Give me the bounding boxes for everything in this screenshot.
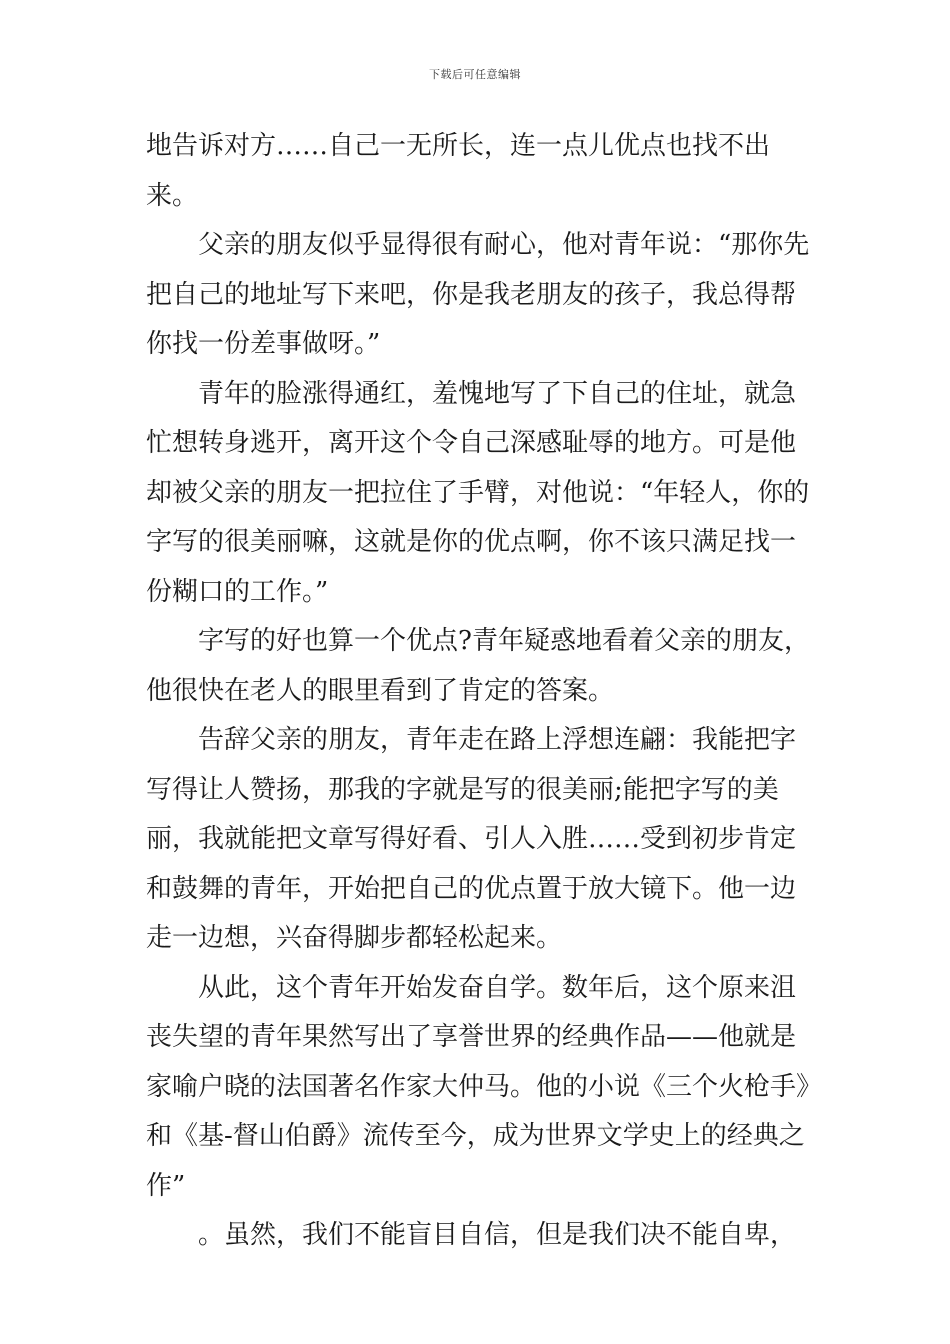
paragraph-5: 告辞父亲的朋友，青年走在路上浮想连翩：我能把字写得让人赞扬，那我的字就是写的很美丽;能把字写的美丽，我就能把文章写得好看、引人入胜……受到初步肯定和鼓舞的青年，开始把自己的优点置于放大镜下。他一边走一边想，兴奋得脚步都轻松起来。 xyxy=(146,725,797,953)
page-header: 下载后可任意编辑 xyxy=(429,68,521,81)
paragraph-6: 从此，这个青年开始发奋自学。数年后，这个原来沮丧失望的青年果然写出了享誉世界的经典作品——他就是家喻户晓的法国著名作家大仲马。他的小说《三个火枪手》和《基-督山伯爵》流传至今，成为世界文学史上的经典之作” xyxy=(146,972,810,1201)
paragraph-1: 地告诉对方……自己一无所长，连一点儿优点也找不出来。 xyxy=(146,131,771,211)
paragraph-3: 青年的脸涨得通红，羞愧地写了下自己的住址，就急忙想转身逃开，离开这个令自己深感耻辱的地方。可是他却被父亲的朋友一把拉住了手臂，对他说：“年轻人，你的字写的很美丽嘛，这就是你的优点啊，你不该只满足找一份糊口的工作。” xyxy=(146,378,810,607)
paragraph-2: 父亲的朋友似乎显得很有耐心，他对青年说：“那你先把自己的地址写下来吧，你是我老朋友的孩子，我总得帮你找一份差事做呀。” xyxy=(146,230,810,359)
paragraph-4: 字写的好也算一个优点?青年疑惑地看着父亲的朋友，他很快在老人的眼里看到了肯定的答案。 xyxy=(146,626,810,706)
body-text xyxy=(146,122,816,1261)
paragraph-7: 。虽然，我们不能盲目自信，但是我们决不能自卑， xyxy=(198,1220,797,1250)
